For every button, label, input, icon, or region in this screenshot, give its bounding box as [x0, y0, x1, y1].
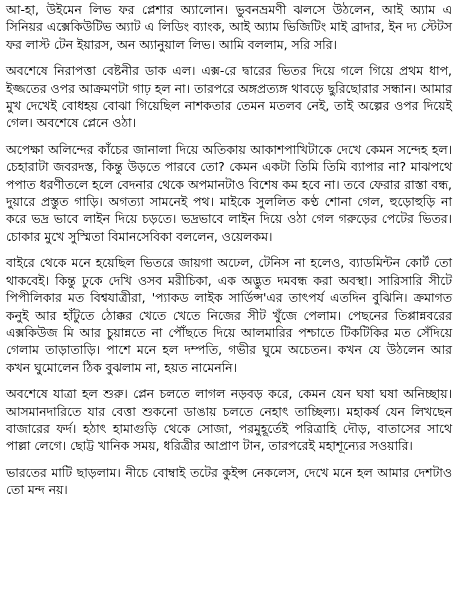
paragraph-1: আ-হা, উইমেন লিভ ফর প্লেশার অ্যালোন। ভুবনভ্রমণী ঝলসে উঠলেন, আই অ্যাম এ সিনিয়র এক্সেকিউটিভ অ্যাট এ লিডিং ব্যাংক, আই অ্যাম ভিজিটিং মাই ব্রাদার, ইন দ্য স্টেটস ফর লাস্ট টেন ইয়ারস, অন অ্যানুয়াল লিভ। আমি বললাম, সরি সরি। — [6, 2, 452, 52]
paragraph-4: বাইরে থেকে মনে হয়েছিল ভিতরে জায়গা অঢেল, টেনিস না হলেও, ব্যাডমিন্টন কোর্ট তো থাকবেই। কিন্তু ঢুকে দেখি ওসব মরীচিকা, এক অদ্ভুত দমবন্ধ করা অবস্থা। সারিসারি সীটে পিপীলিকার মত বিশ্বযাত্রীরা, 'প্যাকড লাইক সার্ডিন্স'এর তাৎপর্য এতদিন বুঝিনি। ক্রমাগত কনুই আর হাঁটুতে ঠোক্কর খেতে খেতে নিজের সীট খুঁজে পেলাম। পেছনের তিপ্পান্নবরের এক্সকিউজ মি আর চুয়ান্নতে না পৌঁছতে দিয়ে আলমারির পশ্চাতে টিকটিকির মত সেঁদিয়ে গেলাম তাড়াতাড়ি। পাশে মনে হল দম্পতি, গভীর ঘুমে অচেতন। কখন যে উঠলেন আর কখন ঘুমোলেন ঠিক বুঝলাম না, হয়ত নামেননি। — [6, 255, 452, 375]
paragraph-6: ভারতের মাটি ছাড়লাম। নীচে বোম্বাই তটের কুইন্স নেকলেস, দেখে মনে হল আমার দেশটাও তো মন্দ নয়। — [6, 464, 452, 498]
paragraph-2: অবশেষে নিরাপত্তা বেষ্টনীর ডাক এল। এক্স-রে দ্বারের ভিতর দিয়ে গলে গিয়ে প্রথম ধাপ, ইজ্জতের ওপর আক্রমণটা গাঢ় হল না। তারপরে অঙ্গপ্রত্যঙ্গ থাবড়ে ছুরিছোরার সন্ধান। আমার মুখ দেখেই বোধহয় বোঝা গিয়েছিল নাশকতার তেমন মতলব নেই, তাই অল্পের ওপর দিয়েই গেল। অবশেষে প্লেনে ওঠা। — [6, 63, 452, 131]
paragraph-3: অপেক্ষা অলিন্দের কাঁচের জানালা দিয়ে অতিকায় আকাশপাখিটাকে দেখে কেমন সন্দেহ হল। চেহারাটা জবরদস্ত, কিন্তু উড়তে পারবে তো? কেমন একটা তিমি তিমি ব্যাপার না? মাঝপথে পপাত ধরণীতলে হলে বেদনার থেকে অপমানটাও বিশেষ কম হবে না। তবে ফেরার রাস্তা বন্ধ, দুয়ারে প্রস্তুত গাড়ি। অগত্যা সামনেই পথ। মাইকে সুললিত কণ্ঠ শোনা গেল, হুড়োহুড়ি না করে ভদ্র ভাবে লাইন দিয়ে চড়তে। ভদ্রভাবে লাইন দিয়ে ওঠা গেল গরুড়ের পেটের ভিতর। চোকার মুখে সুস্মিতা বিমানসেবিকা বললেন, ওয়েলকম। — [6, 141, 452, 244]
paragraph-5: অবশেষে যাত্রা হল শুরু। প্লেন চলতে লাগল নড়বড় করে, কেমন যেন ঘষা ঘষা অনিচ্ছায়। আসমানদারিতে যার বেত্তা শুকনো ডাঙায় চলতে নেহাৎ তাচ্ছিল্য। মহাকর্ষ যেন লিখছেন বাজারের ফর্দ। হঠাৎ হামাগুড়ি থেকে সোজা, পরমুহূর্তেই পরিত্রাহি দৌড়, বাতাসের সাথে পাল্লা লেগে। ছোট্ট খানিক সময়, ধরিত্রীর আপ্রাণ টান, তারপরেই মহাশূন্যের সওয়ারি। — [6, 386, 452, 454]
